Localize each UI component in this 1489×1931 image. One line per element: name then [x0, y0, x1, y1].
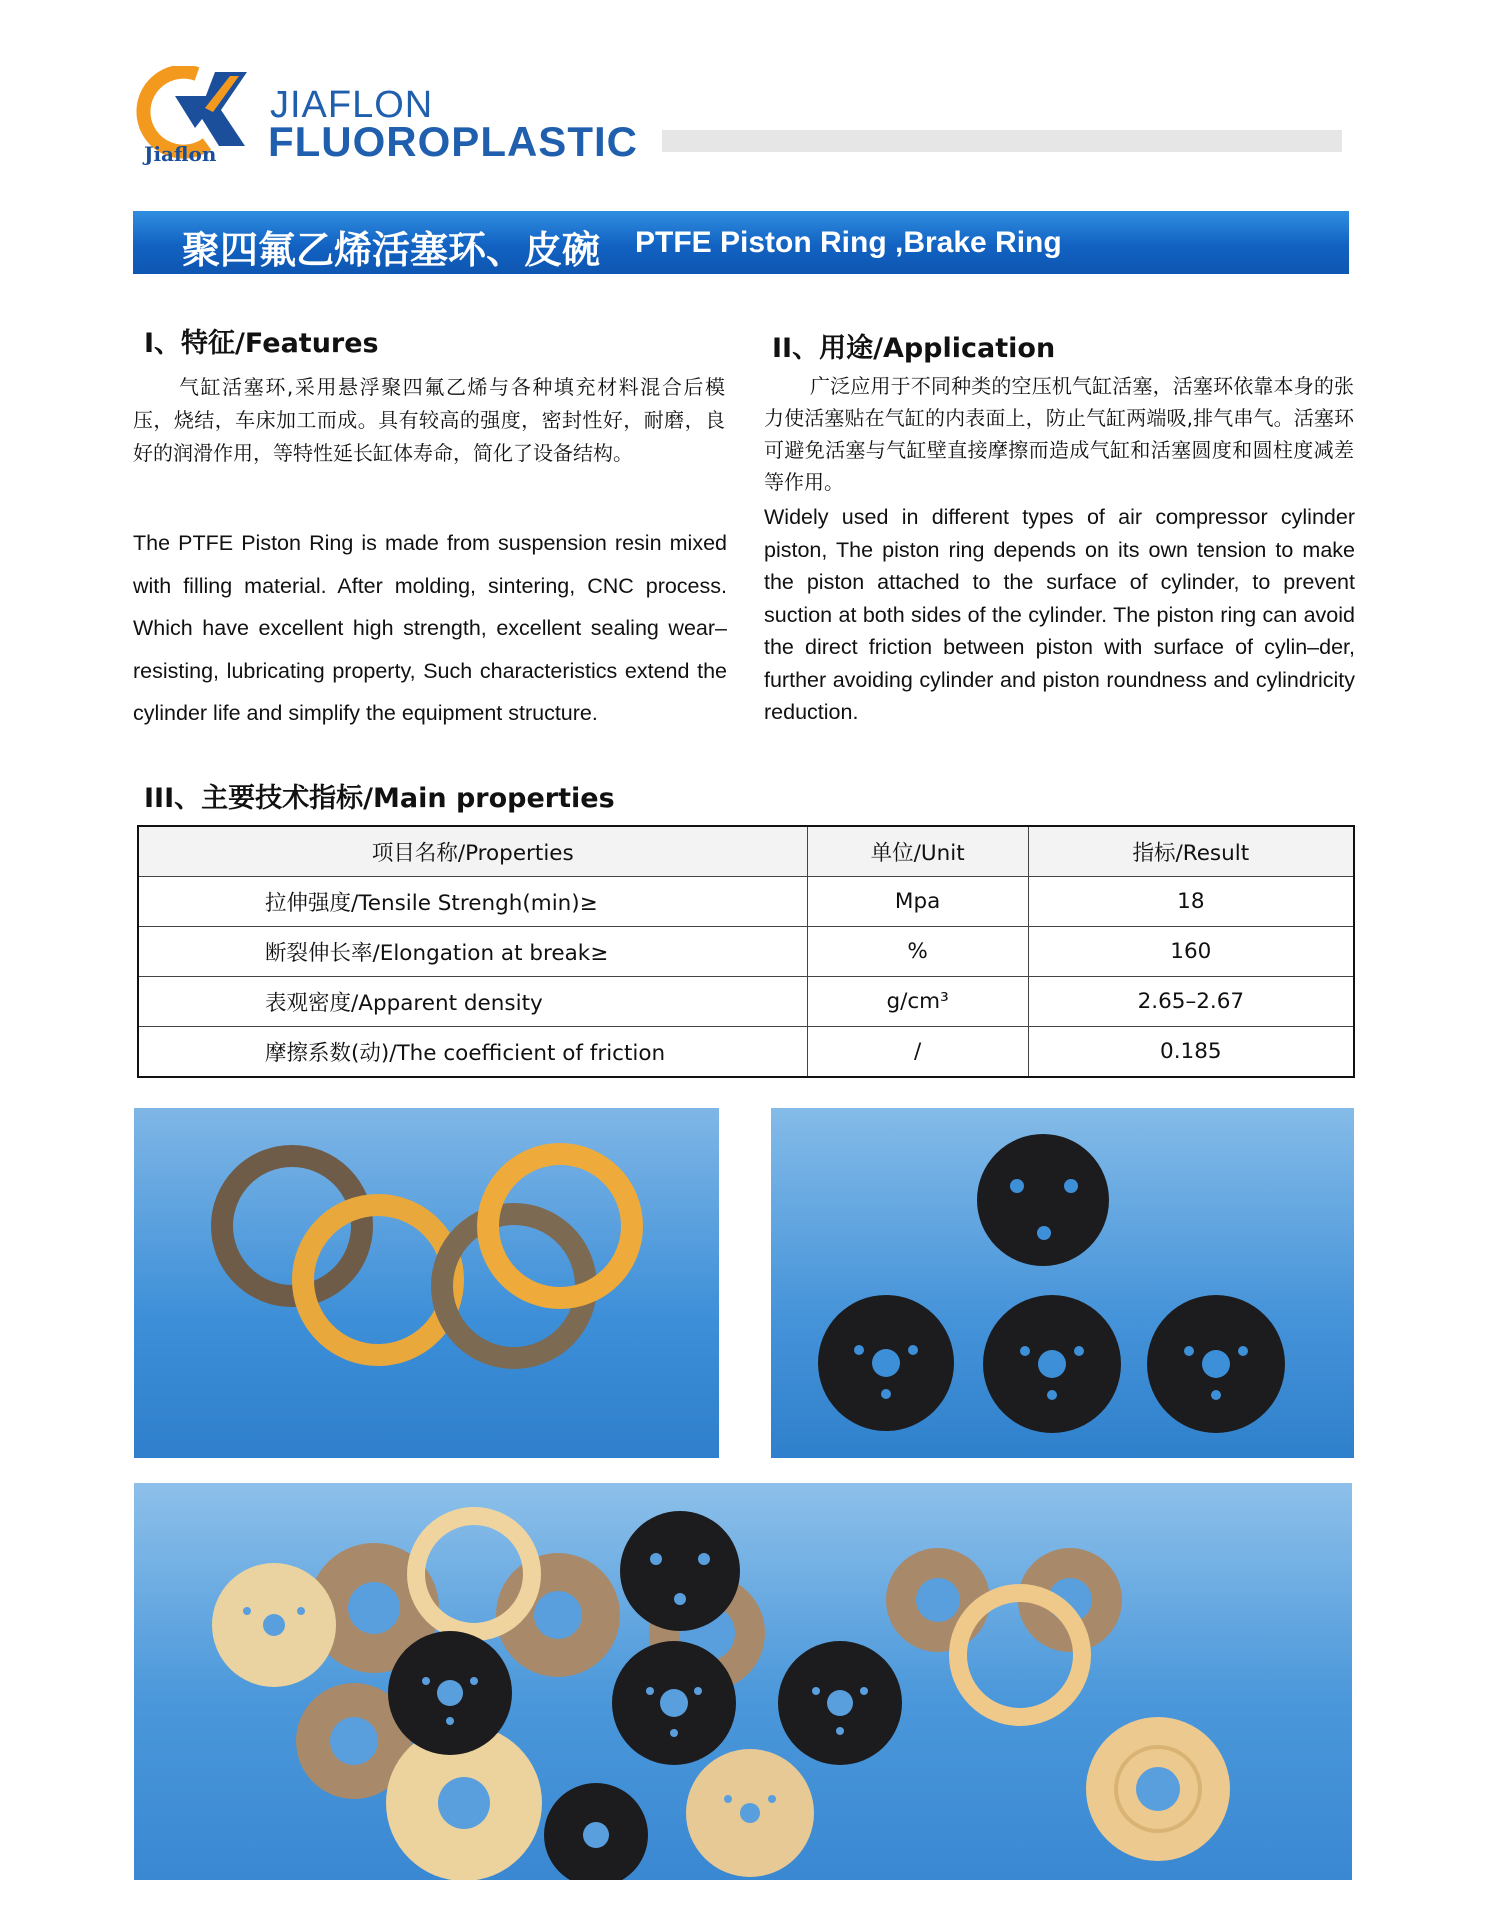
properties-table [137, 825, 1355, 1078]
table-row [138, 877, 1354, 927]
application-heading: II、用途/Application [772, 333, 1056, 364]
banner-title-cn: 聚四氟乙烯活塞环、皮碗 [182, 228, 601, 272]
property-result: 18 [1028, 877, 1354, 927]
header-rule [662, 130, 1342, 152]
property-result: 2.65–2.67 [1028, 977, 1354, 1027]
brand-tagline: FLUOROPLASTIC [268, 118, 638, 165]
features-heading: I、特征/Features [144, 328, 379, 359]
property-name: 摩擦系数(动)/The coefficient of friction [138, 1027, 807, 1078]
black-brake-cups-photo [771, 1108, 1354, 1458]
piston-rings-photo [134, 1108, 719, 1458]
assorted-rings-photo [134, 1483, 1352, 1880]
table-header-row [138, 826, 1354, 877]
application-text-cn: 广泛应用于不同种类的空压机气缸活塞，活塞环依靠本身的张力使活塞贴在气缸的内表面上，防止气缸两端吸,排气串气。活塞环可避免活塞与气缸壁直接摩擦而造成气缸和活塞圆度和圆柱度减差等作用。 [764, 374, 1354, 494]
features-text-en: The PTFE Piston Ring is made from suspension resin mixed with filling material. After molding, sintering, CNC process. Which have excellent high strength, excellent sealing wear–resisting, lubricating property, Such characteristics extend the cylinder life and simplify the equipment structure. [133, 531, 727, 725]
column-header: 单位/Unit [807, 826, 1028, 877]
title-banner [133, 211, 1349, 274]
column-header: 指标/Result [1028, 826, 1354, 877]
table-row [138, 1027, 1354, 1078]
property-name: 断裂伸长率/Elongation at break≥ [138, 927, 807, 977]
brand-name: JIAFLON [270, 84, 434, 126]
banner-title-en: PTFE Piston Ring ,Brake Ring [635, 226, 1062, 259]
table-row [138, 977, 1354, 1027]
features-text-cn: 气缸活塞环,采用悬浮聚四氟乙烯与各种填充材料混合后模压，烧结，车床加工而成。具有较高的强度，密封性好，耐磨，良好的润滑作用，等特性延长缸体寿命，简化了设备结构。 [133, 375, 725, 465]
properties-heading: III、主要技术指标/Main properties [144, 783, 615, 814]
column-header: 项目名称/Properties [138, 826, 807, 877]
table-row [138, 927, 1354, 977]
property-unit: % [807, 927, 1028, 977]
property-unit: / [807, 1027, 1028, 1078]
property-name: 表观密度/Apparent density [138, 977, 807, 1027]
application-text-en: Widely used in different types of air compressor cylinder piston, The piston ring depends on its own tension to make the piston attached to the surface of cylinder, to prevent suction at both sides of the cylinder. The piston ring can avoid the direct friction between piston with surface of cylin–der, further avoiding cylinder and piston roundness and cylindricity reduction. [764, 505, 1355, 724]
property-result: 0.185 [1028, 1027, 1354, 1078]
property-name: 拉伸强度/Tensile Strengh(min)≥ [138, 877, 807, 927]
logo-wordmark: Jiaflon [144, 142, 217, 166]
property-result: 160 [1028, 927, 1354, 977]
property-unit: Mpa [807, 877, 1028, 927]
property-unit: g/cm³ [807, 977, 1028, 1027]
